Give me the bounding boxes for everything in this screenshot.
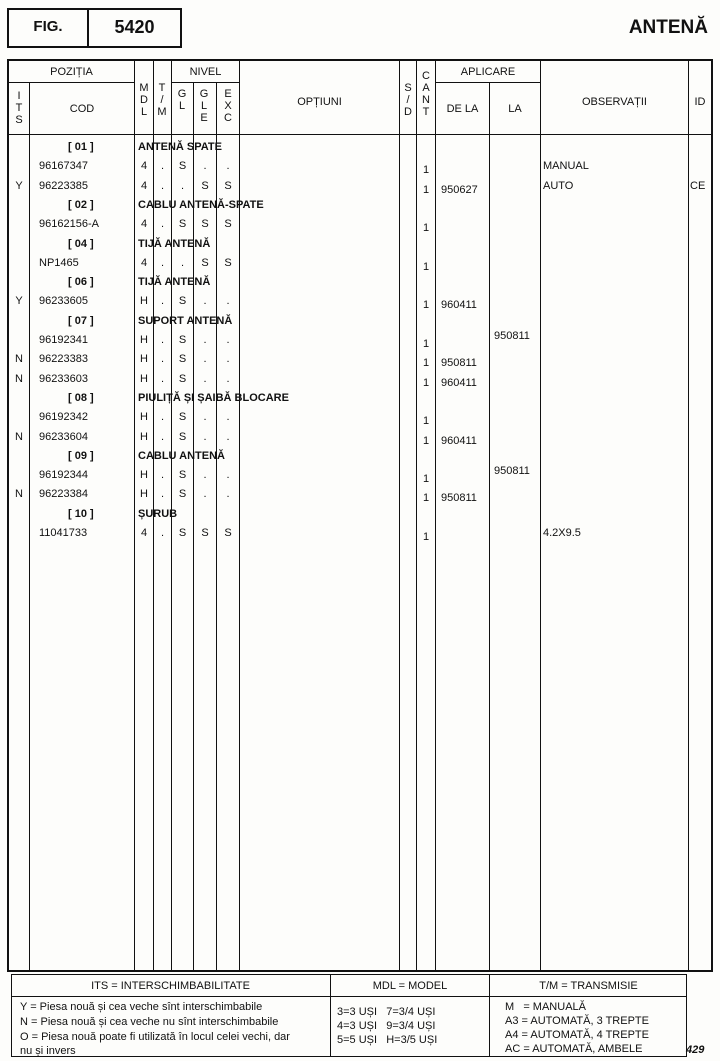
gl-value: S (178, 430, 187, 443)
group-name: CABLU ANTENĂ-SPATE (138, 198, 264, 211)
group-name: TIJĂ ANTENĂ (138, 237, 211, 250)
header-tm (156, 82, 168, 118)
header-id: ID (694, 96, 706, 108)
fig-label: FIG. (33, 18, 63, 35)
gle-value: S (201, 256, 209, 269)
legend-tm-line: A4 = AUTOMATĂ, 4 TREPTE (505, 1029, 649, 1041)
header-letter: L (140, 106, 148, 118)
exc-value: . (226, 353, 230, 366)
mdl-value: H (140, 295, 148, 308)
cant-value: 1 (422, 338, 430, 350)
header-letter: L (178, 100, 186, 112)
page-number: 429 (686, 1044, 705, 1056)
header-letter: T (422, 106, 430, 118)
its-value: N (15, 488, 23, 501)
part-code: 96223383 (39, 353, 88, 366)
header-letter: / (406, 94, 410, 106)
gl-value: S (178, 372, 187, 385)
header-letter: M (139, 82, 149, 94)
header-dela: DE LA (446, 103, 479, 115)
exc-value: . (226, 334, 230, 346)
header-letter: S (15, 114, 23, 126)
header-gl (176, 88, 188, 112)
its-value: Y (15, 295, 23, 308)
header-exc (222, 88, 234, 124)
header-letter: X (224, 100, 232, 112)
tm-value: . (160, 527, 165, 539)
exc-value: . (226, 295, 230, 308)
tm-value: . (160, 372, 165, 385)
cant-value: 1 (422, 434, 430, 447)
group-name: CABLU ANTENĂ (138, 449, 225, 462)
cant-value: 1 (422, 183, 430, 196)
its-value: N (15, 372, 23, 385)
exc-value: . (226, 469, 230, 482)
cant-value: 1 (422, 222, 430, 235)
header-letter: G (199, 88, 209, 100)
its-value: N (15, 353, 23, 366)
gl-value: S (178, 334, 187, 346)
cant-value: 1 (422, 473, 430, 486)
legend-mdl-line: 5=5 UȘI H=3/5 UȘI (337, 1034, 438, 1046)
la-value: 950811 (494, 330, 530, 342)
observatii-value: AUTO (543, 179, 574, 192)
gl-value: S (178, 160, 187, 173)
its-value: N (15, 430, 23, 443)
part-code: 96162156-A (39, 218, 99, 231)
legend-its-line: O = Piesa nouă poate fi utilizată în locul celei vechi, dar (20, 1031, 290, 1043)
gl-value: . (180, 256, 185, 269)
mdl-value: H (140, 334, 148, 346)
exc-value: . (226, 430, 230, 443)
tm-value: . (160, 160, 165, 173)
group-name: ANTENĂ SPATE (138, 141, 222, 153)
legend-mdl-line: 3=3 UȘI 7=3/4 UȘI (337, 1006, 436, 1018)
header-cod: COD (69, 103, 95, 115)
header-letter: D (404, 106, 412, 118)
page-title: ANTENĂ (628, 17, 708, 38)
tm-value: . (160, 334, 165, 346)
header-letter: G (177, 88, 187, 100)
gl-value: S (178, 488, 187, 501)
fig-number: 5420 (114, 17, 155, 37)
gle-value: S (201, 218, 209, 231)
gle-value: . (203, 411, 207, 424)
exc-value: S (224, 527, 232, 539)
dela-value: 950627 (441, 183, 478, 196)
legend-tm-line: A3 = AUTOMATĂ, 3 TREPTE (505, 1015, 649, 1027)
tm-value: . (160, 256, 165, 269)
gl-value: S (178, 411, 187, 424)
tm-value: . (160, 179, 165, 192)
mdl-value: 4 (140, 256, 148, 269)
cant-value: 1 (422, 415, 430, 428)
part-code: 96233603 (39, 372, 88, 385)
group-name: PIULIȚĂ ȘI ȘAIBĂ BLOCARE (138, 391, 289, 404)
exc-value: . (226, 411, 230, 424)
header-observatii: OBSERVAȚII (581, 96, 647, 108)
part-code: 96223384 (39, 488, 88, 501)
mdl-value: H (140, 372, 148, 385)
tm-value: . (160, 430, 165, 443)
gl-value: S (178, 469, 187, 482)
header-letter: E (200, 112, 208, 124)
part-code: 96233605 (39, 295, 88, 308)
mdl-value: H (140, 353, 148, 366)
dela-value: 960411 (441, 299, 477, 312)
exc-value: . (226, 488, 230, 501)
part-code: NP1465 (39, 256, 79, 269)
gle-value: . (203, 334, 207, 346)
la-value: 950811 (494, 465, 530, 478)
part-code: 96167347 (39, 160, 88, 173)
group-code: [ 09 ] (68, 449, 94, 462)
exc-value: S (224, 179, 232, 192)
group-name: SUPORT ANTENĂ (138, 314, 233, 327)
header-letter: T (158, 82, 166, 94)
mdl-value: 4 (140, 218, 148, 231)
tm-value: . (160, 488, 165, 501)
header-letter: L (200, 100, 208, 112)
id-value: CE (690, 179, 706, 192)
header-cant (420, 70, 432, 118)
group-code: [ 08 ] (68, 391, 94, 404)
mdl-value: H (140, 488, 148, 501)
cant-value: 1 (422, 492, 430, 505)
header-nivel: NIVEL (189, 66, 222, 78)
legend-its-line: nu și invers (20, 1045, 76, 1057)
tm-value: . (160, 218, 165, 231)
legend-tm-line: AC = AUTOMATĂ, AMBELE (505, 1043, 643, 1055)
header-letter: M (157, 106, 167, 118)
legend-its-line: Y = Piesa nouă și cea veche sînt interschimbabile (20, 1001, 263, 1013)
parts-table (7, 59, 713, 972)
gle-value: . (203, 160, 207, 173)
header-letter: D (140, 94, 148, 106)
gl-value: S (178, 218, 187, 231)
header-letter: / (160, 94, 164, 106)
legend-tm-line: M = MANUALĂ (505, 1001, 586, 1013)
header-optiuni: OPȚIUNI (297, 96, 342, 108)
legend-its-line: N = Piesa nouă și cea veche nu sînt interschimbabile (20, 1016, 279, 1028)
header-letter: N (422, 94, 430, 106)
tm-value: . (160, 353, 165, 366)
gle-value: . (203, 469, 207, 482)
its-value: Y (15, 179, 23, 192)
part-code: 96233604 (39, 430, 88, 443)
gle-value: . (203, 430, 207, 443)
header-sd (402, 82, 414, 118)
part-code: 96192341 (39, 334, 88, 346)
group-name: TIJĂ ANTENĂ (138, 276, 211, 289)
header-gle (198, 88, 210, 124)
header-letter: S (404, 82, 412, 94)
exc-value: . (226, 160, 230, 173)
gle-value: . (203, 353, 207, 366)
header-letter: A (422, 82, 430, 94)
exc-value: S (224, 218, 232, 231)
header-letter: C (422, 70, 430, 82)
gle-value: . (203, 295, 207, 308)
mdl-value: 4 (140, 527, 148, 539)
dela-value: 950811 (441, 492, 477, 505)
gl-value: S (178, 527, 187, 539)
group-code: [ 01 ] (68, 141, 94, 153)
dela-value: 960411 (441, 434, 477, 447)
cant-value: 1 (422, 357, 430, 370)
part-code: 96192342 (39, 411, 88, 424)
gle-value: . (203, 488, 207, 501)
legend-mdl-title: MDL = MODEL (372, 980, 448, 992)
header-letter: C (224, 112, 232, 124)
gle-value: S (201, 179, 209, 192)
observatii-value: 4.2X9.5 (543, 527, 581, 539)
header-pozitia: POZIȚIA (50, 66, 93, 78)
header-la: LA (508, 103, 522, 115)
exc-value: . (226, 372, 230, 385)
group-code: [ 10 ] (68, 507, 94, 520)
legend-tm-title: T/M = TRANSMISIE (539, 980, 638, 992)
observatii-value: MANUAL (543, 160, 589, 173)
gl-value: S (178, 353, 187, 366)
mdl-value: H (140, 430, 148, 443)
cant-value: 1 (422, 531, 430, 543)
cant-value: 1 (422, 164, 430, 177)
header-its (13, 90, 25, 126)
header-mdl (138, 82, 150, 118)
tm-value: . (160, 469, 165, 482)
mdl-value: H (140, 411, 148, 424)
mdl-value: 4 (140, 160, 148, 173)
cant-value: 1 (422, 260, 430, 273)
group-code: [ 06 ] (68, 276, 94, 289)
dela-value: 950811 (441, 357, 477, 370)
exc-value: S (224, 256, 232, 269)
legend-its-title: ITS = INTERSCHIMBABILITATE (91, 980, 250, 992)
dela-value: 960411 (441, 376, 477, 389)
gle-value: . (203, 372, 207, 385)
cant-value: 1 (422, 299, 430, 312)
tm-value: . (160, 411, 165, 424)
group-code: [ 02 ] (68, 198, 94, 211)
part-code: 96192344 (39, 469, 88, 482)
gl-value: . (180, 179, 185, 192)
mdl-value: H (140, 469, 148, 482)
group-name: ȘURUB (138, 507, 178, 520)
mdl-value: 4 (140, 179, 148, 192)
group-code: [ 07 ] (68, 314, 94, 327)
group-code: [ 04 ] (68, 237, 94, 250)
header-letter: T (15, 102, 23, 114)
cant-value: 1 (422, 376, 430, 389)
part-code: 11041733 (39, 527, 88, 539)
gle-value: S (201, 527, 209, 539)
header-aplicare: APLICARE (460, 66, 516, 78)
part-code: 96223385 (39, 179, 88, 192)
header-letter: E (224, 88, 232, 100)
legend-mdl-line: 4=3 UȘI 9=3/4 UȘI (337, 1020, 436, 1032)
tm-value: . (160, 295, 165, 308)
header-letter: I (17, 90, 21, 102)
gl-value: S (178, 295, 187, 308)
